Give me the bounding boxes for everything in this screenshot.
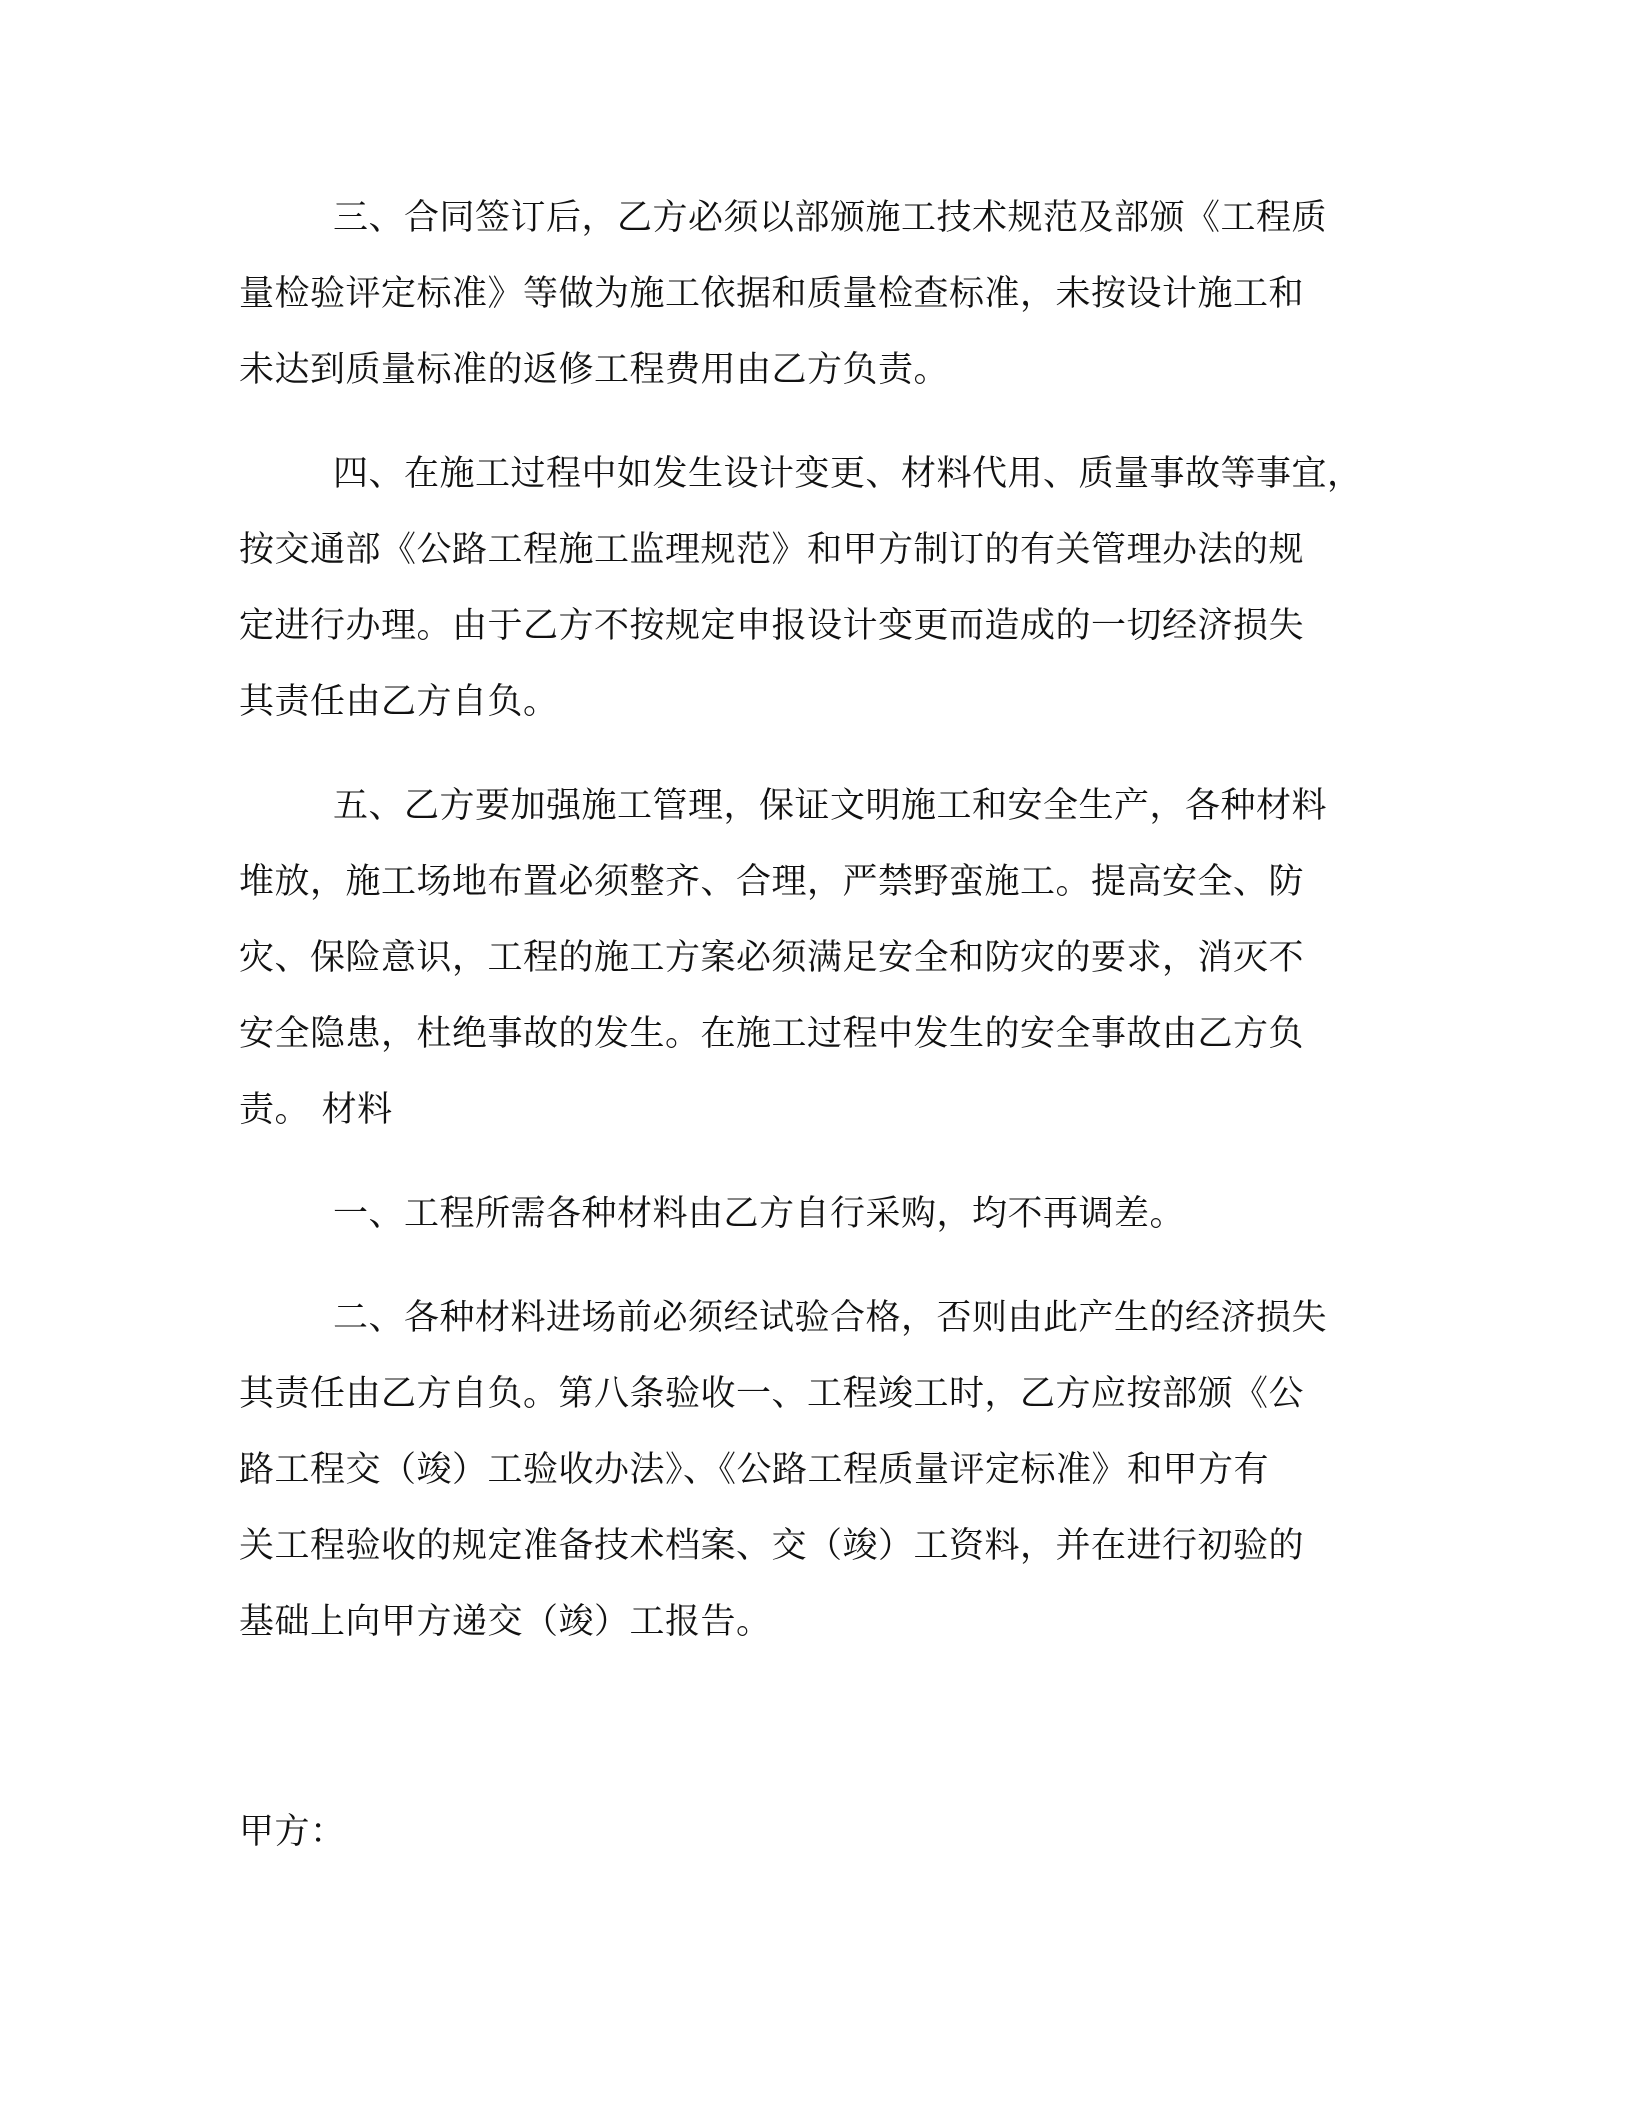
paragraph-2-line-1: 四、在施工过程中如发生设计变更、材料代用、质量事故等事宜，: [333, 454, 1363, 494]
paragraph-5-line-5: 基础上向甲方递交（竣）工报告。: [239, 1602, 772, 1642]
paragraph-5-line-3: 路工程交（竣）工验收办法》、《公路工程质量评定标准》和甲方有: [239, 1450, 1270, 1490]
paragraph-5-line-4: 关工程验收的规定准备技术档案、交（竣）工资料，并在进行初验的: [239, 1526, 1305, 1566]
paragraph-3-line-3: 灾、保险意识，工程的施工方案必须满足安全和防灾的要求，消灭不: [239, 938, 1305, 978]
paragraph-5-line-1: 二、各种材料进场前必须经试验合格，否则由此产生的经济损失: [333, 1298, 1328, 1338]
paragraph-3-line-1: 五、乙方要加强施工管理，保证文明施工和安全生产，各种材料: [333, 786, 1328, 826]
paragraph-2-line-4: 其责任由乙方自负。: [239, 682, 559, 722]
paragraph-5-line-2: 其责任由乙方自负。第八条验收一、工程竣工时，乙方应按部颁《公: [239, 1374, 1305, 1414]
paragraph-1-line-2: 量检验评定标准》等做为施工依据和质量检查标准，未按设计施工和: [239, 274, 1305, 314]
paragraph-2-line-3: 定进行办理。由于乙方不按规定申报设计变更而造成的一切经济损失: [239, 606, 1305, 646]
paragraph-3-line-4: 安全隐患，杜绝事故的发生。在施工过程中发生的安全事故由乙方负: [239, 1014, 1305, 1054]
paragraph-1-line-1: 三、合同签订后，乙方必须以部颁施工技术规范及部颁《工程质: [333, 198, 1328, 238]
paragraph-1-line-3: 未达到质量标准的返修工程费用由乙方负责。: [239, 350, 950, 390]
paragraph-2-line-2: 按交通部《公路工程施工监理规范》和甲方制订的有关管理办法的规: [239, 530, 1305, 570]
paragraph-3-line-5: 责。 材料: [239, 1090, 393, 1130]
signature-label-party-a: 甲方：: [239, 1812, 346, 1852]
paragraph-4-line-1: 一、工程所需各种材料由乙方自行采购，均不再调差。: [333, 1194, 1186, 1234]
paragraph-3-line-2: 堆放，施工场地布置必须整齐、合理，严禁野蛮施工。提高安全、防: [239, 862, 1305, 902]
